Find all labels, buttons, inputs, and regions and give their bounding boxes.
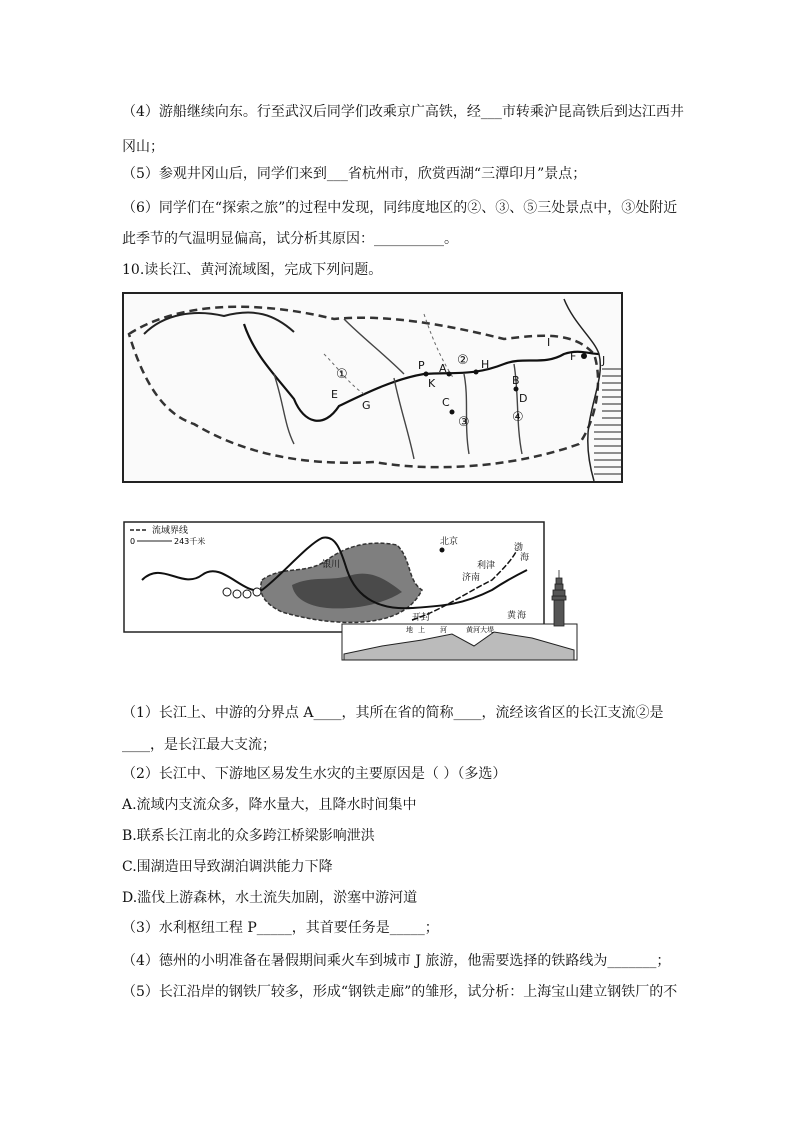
- label-I: I: [547, 336, 551, 349]
- sea-bohai-2: 海: [520, 553, 530, 563]
- legend-scale-end: 243千米: [174, 537, 206, 546]
- place-yinchuan: 银川: [322, 560, 341, 570]
- yellow-river-basin-map: [122, 520, 579, 662]
- label-E: E: [331, 388, 338, 401]
- place-lijin: 利津: [477, 561, 496, 571]
- label-G: G: [362, 399, 371, 412]
- map-point-labels: [331, 336, 605, 430]
- sea-huanghai-1: 黄: [507, 611, 517, 621]
- question-4-line1: （4）游船继续向东。行至武汉后同学们改乘京广高铁，经___市转乘沪昆高铁后到达江西井: [122, 104, 684, 120]
- question-10-4: （4）德州的小明准备在暑假期间乘火车到城市 J 旅游，他需要选择的铁路线为_______；: [122, 953, 671, 969]
- option-b: B.联系长江南北的众多跨江桥梁影响泄洪: [122, 828, 375, 844]
- tributary-line: [394, 378, 414, 459]
- label-H: H: [481, 358, 490, 371]
- place-jinan: 济南: [462, 573, 481, 583]
- legend-scale-start: 0: [130, 537, 136, 546]
- legend-boundary: 流域界线: [152, 526, 189, 536]
- label-P: P: [418, 359, 425, 372]
- label-circle-3: ③: [458, 415, 470, 430]
- question-6-line1: （6）同学们在“探索之旅”的过程中发现，同纬度地区的②、③、⑤三处景点中，③处附近: [122, 200, 678, 216]
- label-J: J: [602, 354, 606, 367]
- sea-huanghai-2: 海: [517, 611, 527, 621]
- coastline: [564, 299, 600, 481]
- profile-label-dike: 黄河大堤: [466, 626, 494, 634]
- sea-bohai-1: 渤: [514, 543, 524, 553]
- pagoda-icon: [552, 570, 566, 626]
- question-4-line2: 冈山；: [122, 139, 164, 155]
- label-K: K: [428, 377, 436, 390]
- option-c: C.围湖造田导致湖泊调洪能力下降: [122, 859, 333, 875]
- label-circle-1: ①: [336, 367, 348, 382]
- river-profile-inset: [342, 624, 577, 660]
- yangtze-map-svg: [124, 294, 621, 481]
- tributary-line: [274, 374, 294, 444]
- question-10-3: （3）水利枢纽工程 P_____，其首要任务是_____；: [122, 920, 439, 936]
- question-10-1-line2: ____，是长江最大支流；: [122, 737, 276, 753]
- question-5: （5）参观井冈山后，同学们来到___省杭州市，欣赏西湖“三潭印月”景点；: [122, 166, 587, 182]
- option-d: D.滥伐上游森林，水土流失加剧，淤塞中游河道: [122, 890, 418, 906]
- place-beijing: 北京: [440, 537, 459, 547]
- beijing-dot: [440, 548, 445, 553]
- label-circle-2: ②: [457, 353, 469, 368]
- question-6-line2: 此季节的气温明显偏高，试分析其原因：__________。: [122, 231, 458, 247]
- profile-label-shang: 上: [418, 626, 425, 634]
- question-10-heading: 10.读长江、黄河流域图，完成下列问题。: [122, 262, 383, 278]
- label-circle-4: ④: [512, 410, 524, 425]
- tributary-line: [464, 374, 469, 454]
- option-a: A.流域内支流众多，降水量大，且降水时间集中: [122, 797, 417, 813]
- label-A: A: [439, 362, 447, 375]
- label-F: F: [570, 350, 577, 363]
- yellow-river-map-svg: [122, 520, 579, 662]
- basin-boundary: [129, 307, 598, 467]
- label-B: B: [512, 374, 520, 387]
- tributary-line: [344, 319, 404, 374]
- yangtze-main-stem: [244, 324, 599, 421]
- question-10-5: （5）长江沿岸的钢铁厂较多，形成“钢铁走廊”的雏形，试分析：上海宝山建立钢铁厂的不: [122, 984, 678, 1000]
- place-kaifeng: 开封: [412, 613, 431, 623]
- profile-label-he: 河: [440, 626, 447, 634]
- label-D: D: [519, 392, 528, 405]
- question-10-1-line1: （1）长江上、中游的分界点 A____，其所在省的简称____，流经该省区的长江支流②是: [122, 705, 664, 721]
- label-C: C: [442, 396, 450, 409]
- question-10-2: （2）长江中、下游地区易发生水灾的主要原因是（ ）（多选）: [122, 766, 507, 782]
- yangtze-basin-map: [122, 292, 623, 483]
- profile-label-di: 地: [406, 626, 413, 634]
